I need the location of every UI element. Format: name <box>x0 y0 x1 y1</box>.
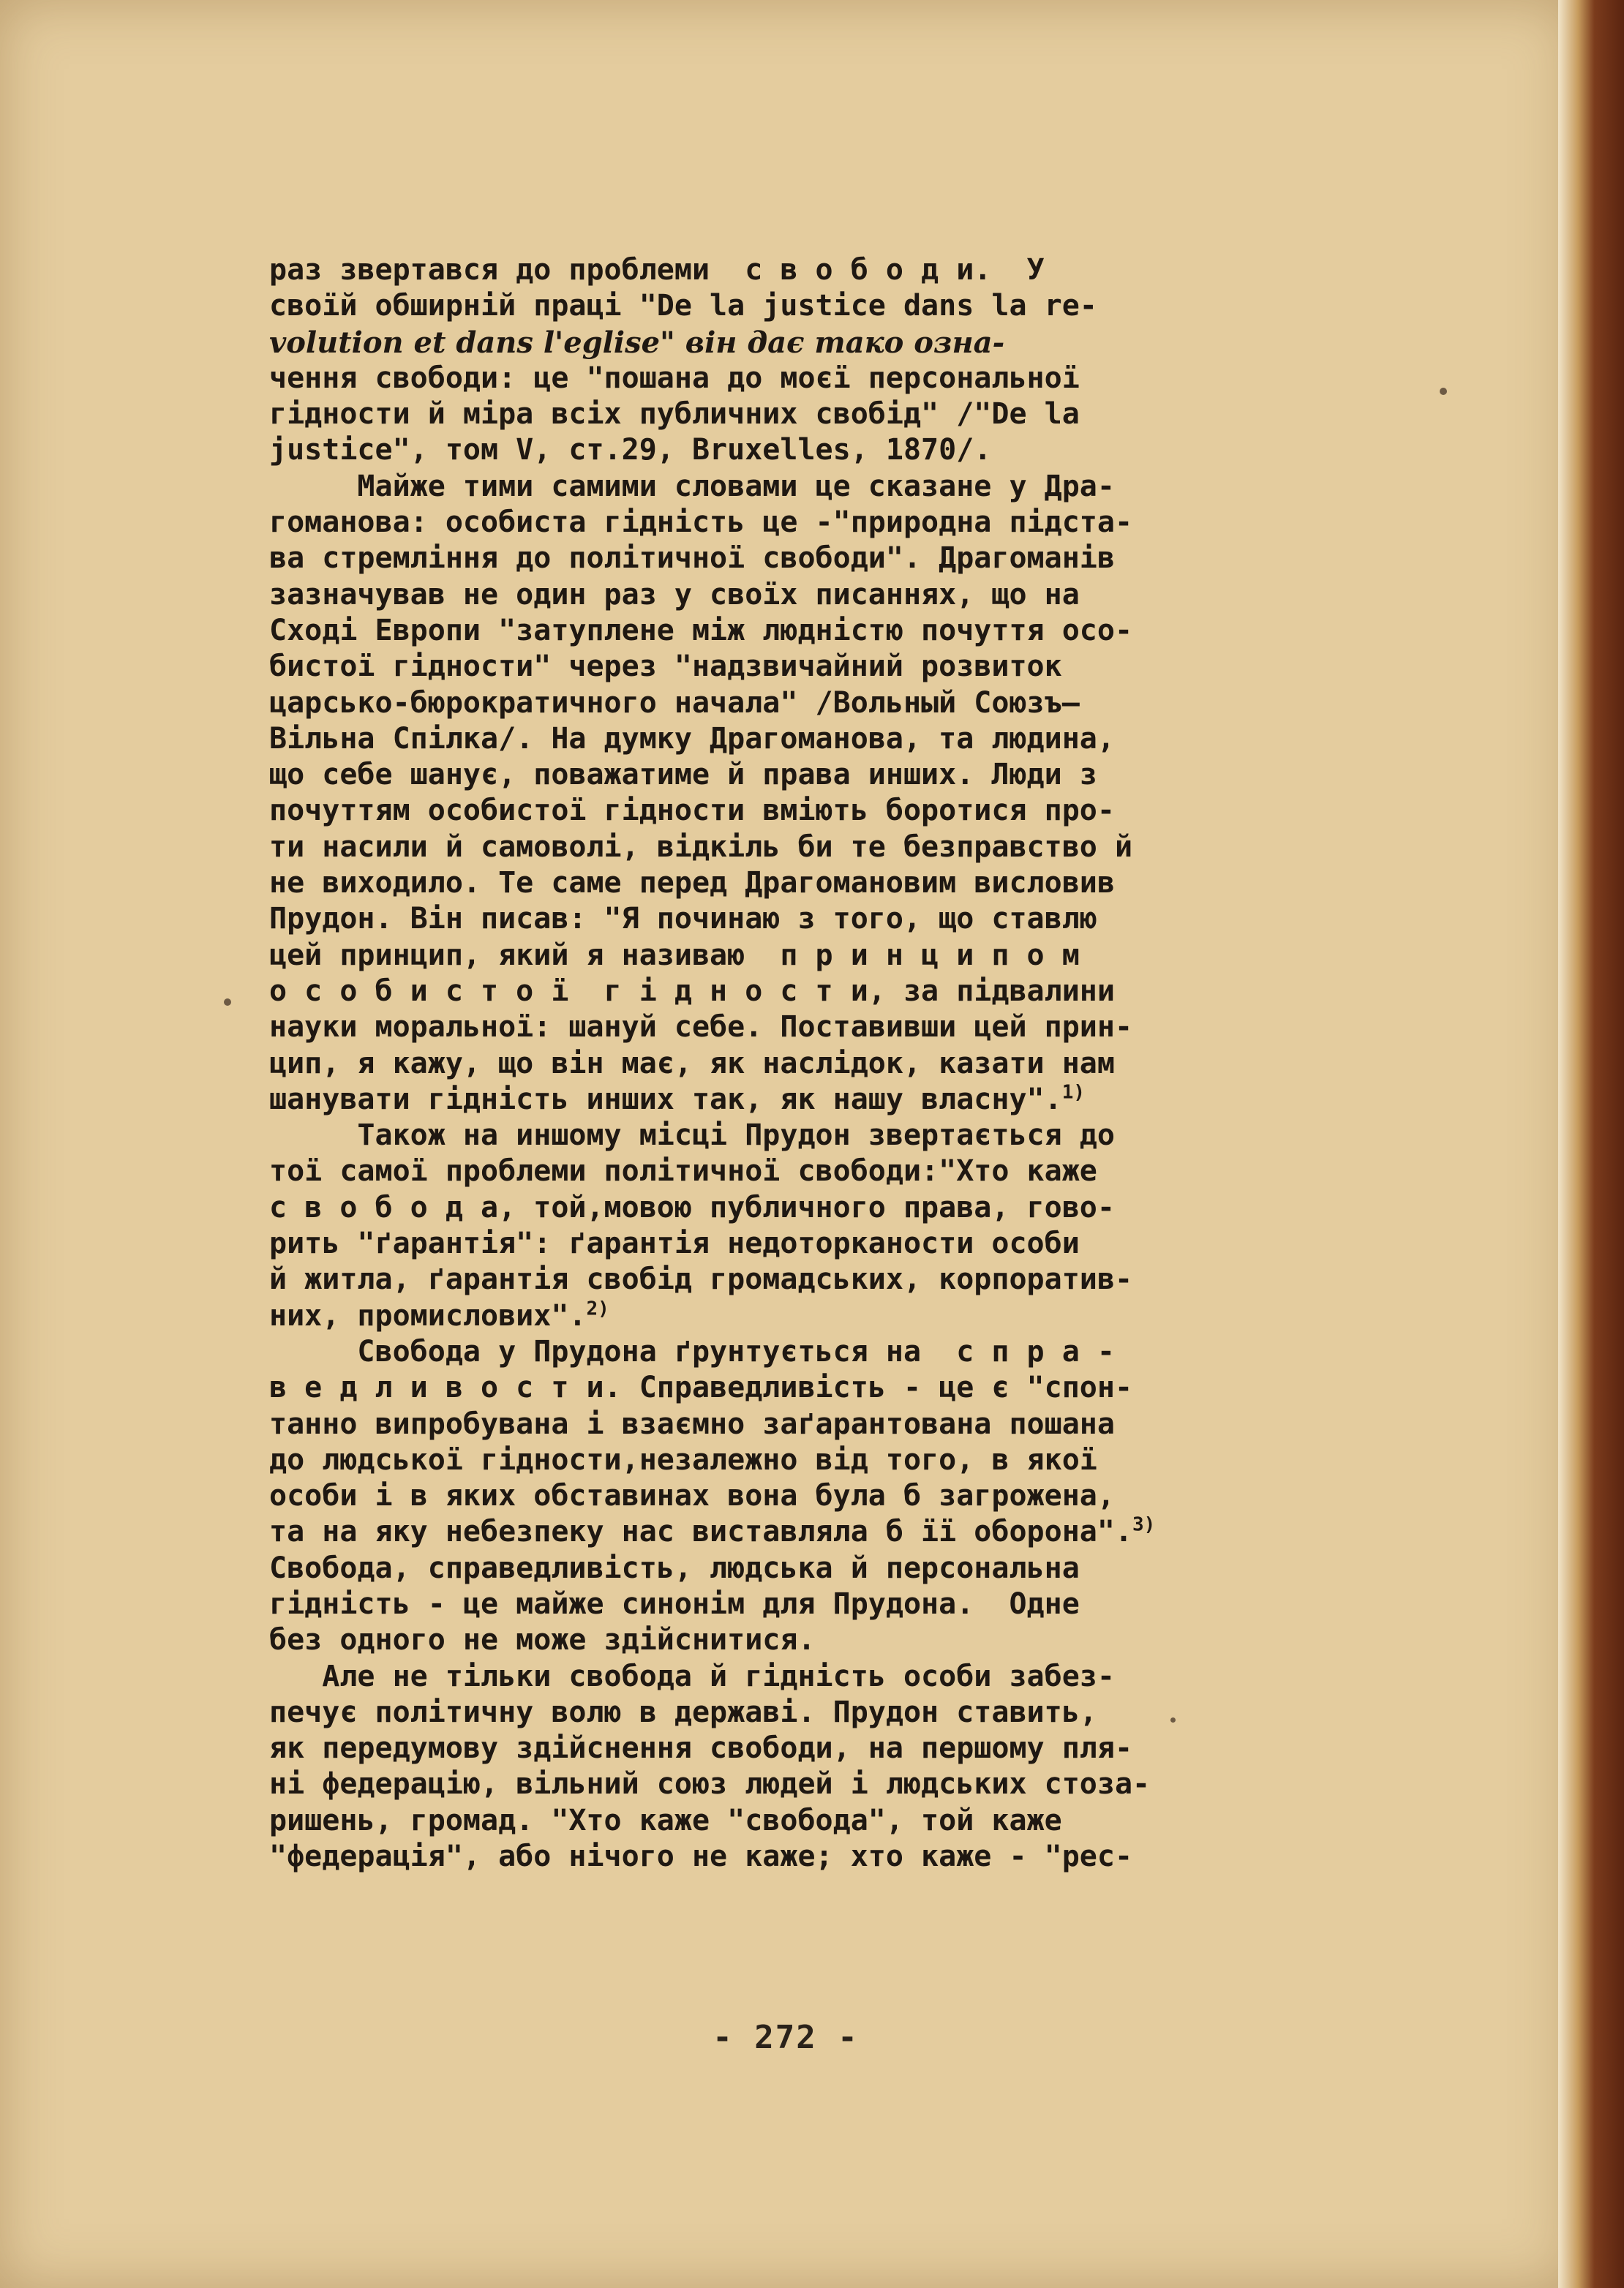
text-line: зазначував не один раз у своїх писаннях, що на <box>269 577 1080 611</box>
text-line: ні федерацію, вільний союз людей і людських стоза- <box>269 1767 1151 1802</box>
text-line: танно випробувана і взаємно заґарантована пошана <box>269 1407 1115 1441</box>
text-line-content: та на яку небезпеку нас виставляла б її оборона". <box>269 1515 1133 1549</box>
text-line: науки моральної: шануй себе. Поставивши цей прин- <box>269 1010 1133 1045</box>
text-line: царсько-бюрократичного начала" /Вольный Союзъ— <box>269 685 1080 720</box>
text-line: не виходило. Те саме перед Драгомановим висловив <box>269 866 1115 900</box>
text-line: печує політичну волю в державі. Прудон ставить, <box>269 1695 1097 1729</box>
text-line: Свобода, справедливість, людська й персональна <box>269 1551 1080 1585</box>
text-line-content: шанувати гідність инших так, як нашу власну". <box>269 1082 1062 1116</box>
text-line: що себе шанує, поважатиме й права инших. Люди з <box>269 758 1097 792</box>
text-line: Свобода у Прудона ґрунтується на с п р а - <box>269 1334 1115 1369</box>
text-line: Майже тими самими словами це сказане у Дра- <box>269 469 1115 503</box>
text-line: гоманова: особиста гідність це -"природна підста- <box>269 505 1133 540</box>
margin-speck <box>224 998 231 1006</box>
body-text <box>269 252 1440 1875</box>
text-line: тої самої проблеми політичної свободи:"Хто каже <box>269 1154 1097 1189</box>
text-line: раз звертався до проблеми с в о б о д и. У <box>269 253 1045 287</box>
text-line: Прудон. Він писав: "Я починаю з того, що ставлю <box>269 902 1097 936</box>
text-line: с в о б о д а, той,мовою публичного права, гово- <box>269 1190 1115 1224</box>
text-line <box>269 1514 1440 1550</box>
book-spine <box>1558 0 1624 2288</box>
text-line: цип, я кажу, що він має, як наслідок, казати нам <box>269 1046 1115 1080</box>
text-line: бистої гідности" через "надзвичайний розвиток <box>269 650 1062 684</box>
text-line: гідність - це майже синонім для Прудона. Одне <box>269 1587 1080 1621</box>
text-line: цей принцип, який я називаю п р и н ц и п о м <box>269 938 1080 972</box>
text-line: Сході Европи "затуплене між людністю почуття осо- <box>269 613 1133 647</box>
text-line: в е д л и в о с т и. Справедливість - це є "спон- <box>269 1371 1133 1405</box>
text-line: й житла, ґарантія свобід громадських, корпоратив- <box>269 1262 1133 1297</box>
text-line <box>269 1082 1440 1118</box>
text-line: гідности й міра всіх публичних свобід" /"De la <box>269 397 1080 432</box>
text-line: почуттям особистої гідности вміють боротися про- <box>269 794 1115 828</box>
text-line: ва стремління до політичної свободи". Драгоманів <box>269 541 1115 576</box>
text-line: своїй обширній праці "De la justice dans la re- <box>269 289 1097 323</box>
text-line <box>269 1298 1440 1334</box>
text-line: ти насили й самоволі, відкіль би те безправство й <box>269 829 1133 864</box>
footnote-marker-2: 2) <box>586 1298 609 1320</box>
text-line: до людської гідности,незалежно від того, в якої <box>269 1442 1097 1477</box>
text-line: рить "ґарантія": ґарантія недоторканости особи <box>269 1227 1080 1261</box>
footnote-marker-3: 3) <box>1132 1514 1156 1537</box>
text-line: без одного не може здійснитися. <box>269 1623 816 1657</box>
margin-speck <box>1170 1717 1176 1723</box>
text-line: "федерація", або нічого не каже; хто каже - "рес- <box>269 1840 1133 1874</box>
text-line: особи і в яких обставинах вона була б загрожена, <box>269 1479 1115 1513</box>
footnote-marker-1: 1) <box>1061 1081 1086 1104</box>
text-line: Також на иншому місці Прудон звертається до <box>269 1118 1115 1153</box>
margin-speck <box>1440 388 1447 395</box>
page-number: - 272 - <box>713 2019 859 2056</box>
text-line: justice", том V, ст.29, Bruxelles, 1870/. <box>269 433 992 467</box>
text-line: як передумову здійснення свободи, на першому пля- <box>269 1731 1133 1766</box>
text-line: Вільна Спілка/. На думку Драгоманова, та людина, <box>269 721 1115 756</box>
text-line: ришень, громад. "Хто каже "свобода", той каже <box>269 1803 1062 1837</box>
text-line: volution et dans l'eglise" він дає тако озна- <box>269 325 1005 360</box>
text-line: Але не тільки свобода й гідність особи забез- <box>269 1659 1115 1693</box>
text-line-content: них, промислових". <box>269 1298 587 1333</box>
text-line: чення свободи: це "пошана до моєї персональної <box>269 361 1080 395</box>
text-line: о с о б и с т о ї г і д н о с т и, за підвалини <box>269 974 1115 1008</box>
